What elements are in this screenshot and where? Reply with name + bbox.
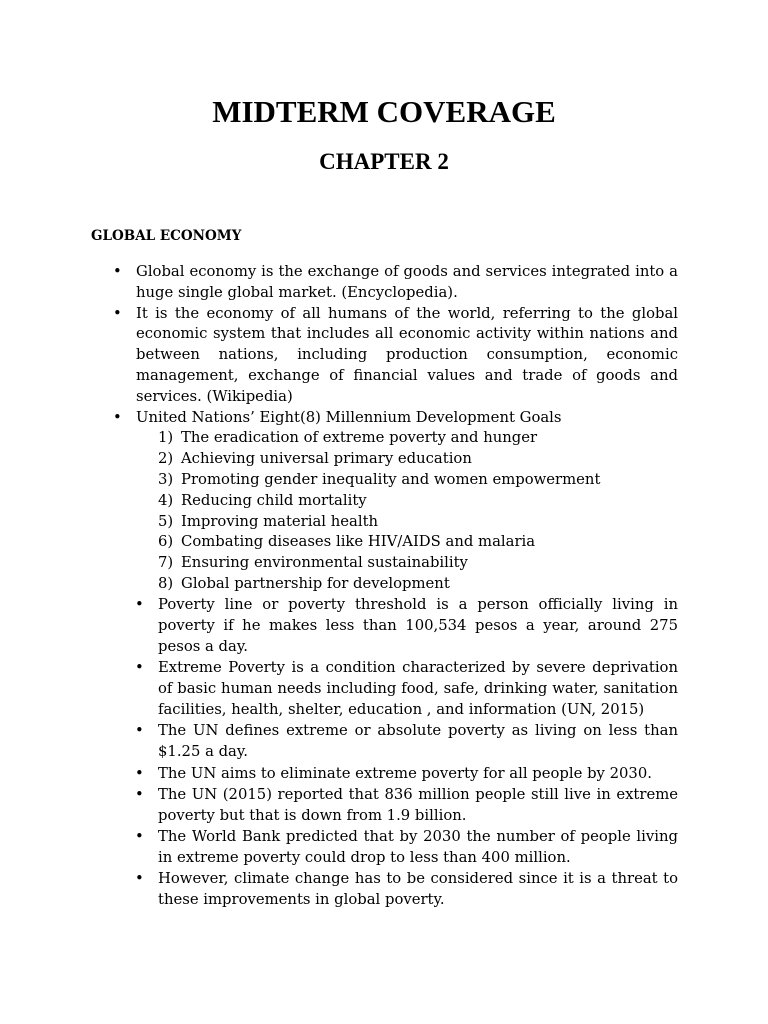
list-item-text: The UN defines extreme or absolute poverty as living on less than $1.25 a day. [158,722,678,761]
list-item [0,658,678,720]
list-item-text: Extreme Poverty is a condition characterized by severe deprivation of basic human needs including food, safe, drinking water, sanitation facilities, health, shelter, education , and information (UN, 2015) [158,659,678,718]
goal-number: 8) [158,574,174,592]
goal-text: Improving material health [181,512,379,530]
list-item-text: Poverty line or poverty threshold is a person officially living in poverty if he makes less than 100,534 pesos a year, around 275 pesos a day. [158,596,678,655]
list-item-text: The World Bank predicted that by 2030 the number of people living in extreme poverty could drop to less than 400 million. [158,828,678,866]
goal-text: The eradication of extreme poverty and hunger [181,429,538,447]
list-item [0,869,678,911]
list-item [0,262,678,304]
list-item [0,408,678,429]
goal-text: Achieving universal primary education [181,450,472,468]
goal-item [0,532,678,553]
goal-text: Global partnership for development [181,574,450,592]
list-item [0,827,678,869]
list-item-text: It is the economy of all humans of the world, referring to the global economic system that includes all economic activity within nations and between nations, including production consumption, economic management, exchange of financial values and trade of goods and services. (Wikipedia) [136,304,678,405]
section-heading: GLOBAL ECONOMY [91,228,242,244]
bullet-icon: • [135,596,144,614]
goal-item [0,449,678,470]
list-item [0,764,678,785]
bullet-icon: • [113,304,122,322]
goal-number: 3) [158,470,174,488]
bullet-icon: • [135,764,144,782]
goal-item [0,553,678,574]
goal-number: 4) [158,491,174,509]
mdg-goal-list [0,428,768,594]
bullet-icon: • [135,785,144,803]
list-item [0,785,678,827]
goal-text: Reducing child mortality [181,491,367,509]
goal-number: 7) [158,554,174,572]
list-item-text: However, climate change has to be considered since it is a threat to these improvements in global poverty. [158,870,678,909]
bullet-icon: • [113,263,122,280]
list-item [0,595,678,657]
goal-number: 6) [158,533,174,551]
list-item-text: The UN (2015) reported that 836 million people still live in extreme poverty but that is down from 1.9 billion. [158,785,678,824]
bullet-icon: • [135,828,144,846]
goal-number: 2) [158,450,174,468]
chapter-subtitle: CHAPTER 2 [319,149,449,174]
page-title: MIDTERM COVERAGE [212,94,556,129]
goal-item [0,512,678,533]
goal-item [0,574,678,595]
content-body [0,262,768,911]
list-item-text: Global economy is the exchange of goods and services integrated into a huge single global market. (Encyclopedia). [136,263,678,301]
goal-number: 5) [158,512,174,530]
bullet-icon: • [135,870,144,888]
list-item-text: The UN aims to eliminate extreme poverty for all people by 2030. [158,764,652,782]
bullet-icon: • [113,408,122,426]
goal-number: 1) [158,429,174,447]
goal-item [0,428,678,449]
goal-text: Ensuring environmental sustainability [181,554,468,572]
list-item-text: United Nations’ Eight(8) Millennium Development Goals [136,408,562,426]
poverty-bullet-list [0,595,768,911]
goal-item [0,491,678,512]
bullet-icon: • [135,659,144,677]
list-item [0,721,678,763]
goal-text: Promoting gender inequality and women empowerment [181,470,601,488]
bullet-icon: • [135,722,144,740]
goal-text: Combating diseases like HIV/AIDS and malaria [181,533,536,551]
goal-item [0,470,678,491]
main-bullet-list [0,262,768,428]
list-item [0,304,678,408]
